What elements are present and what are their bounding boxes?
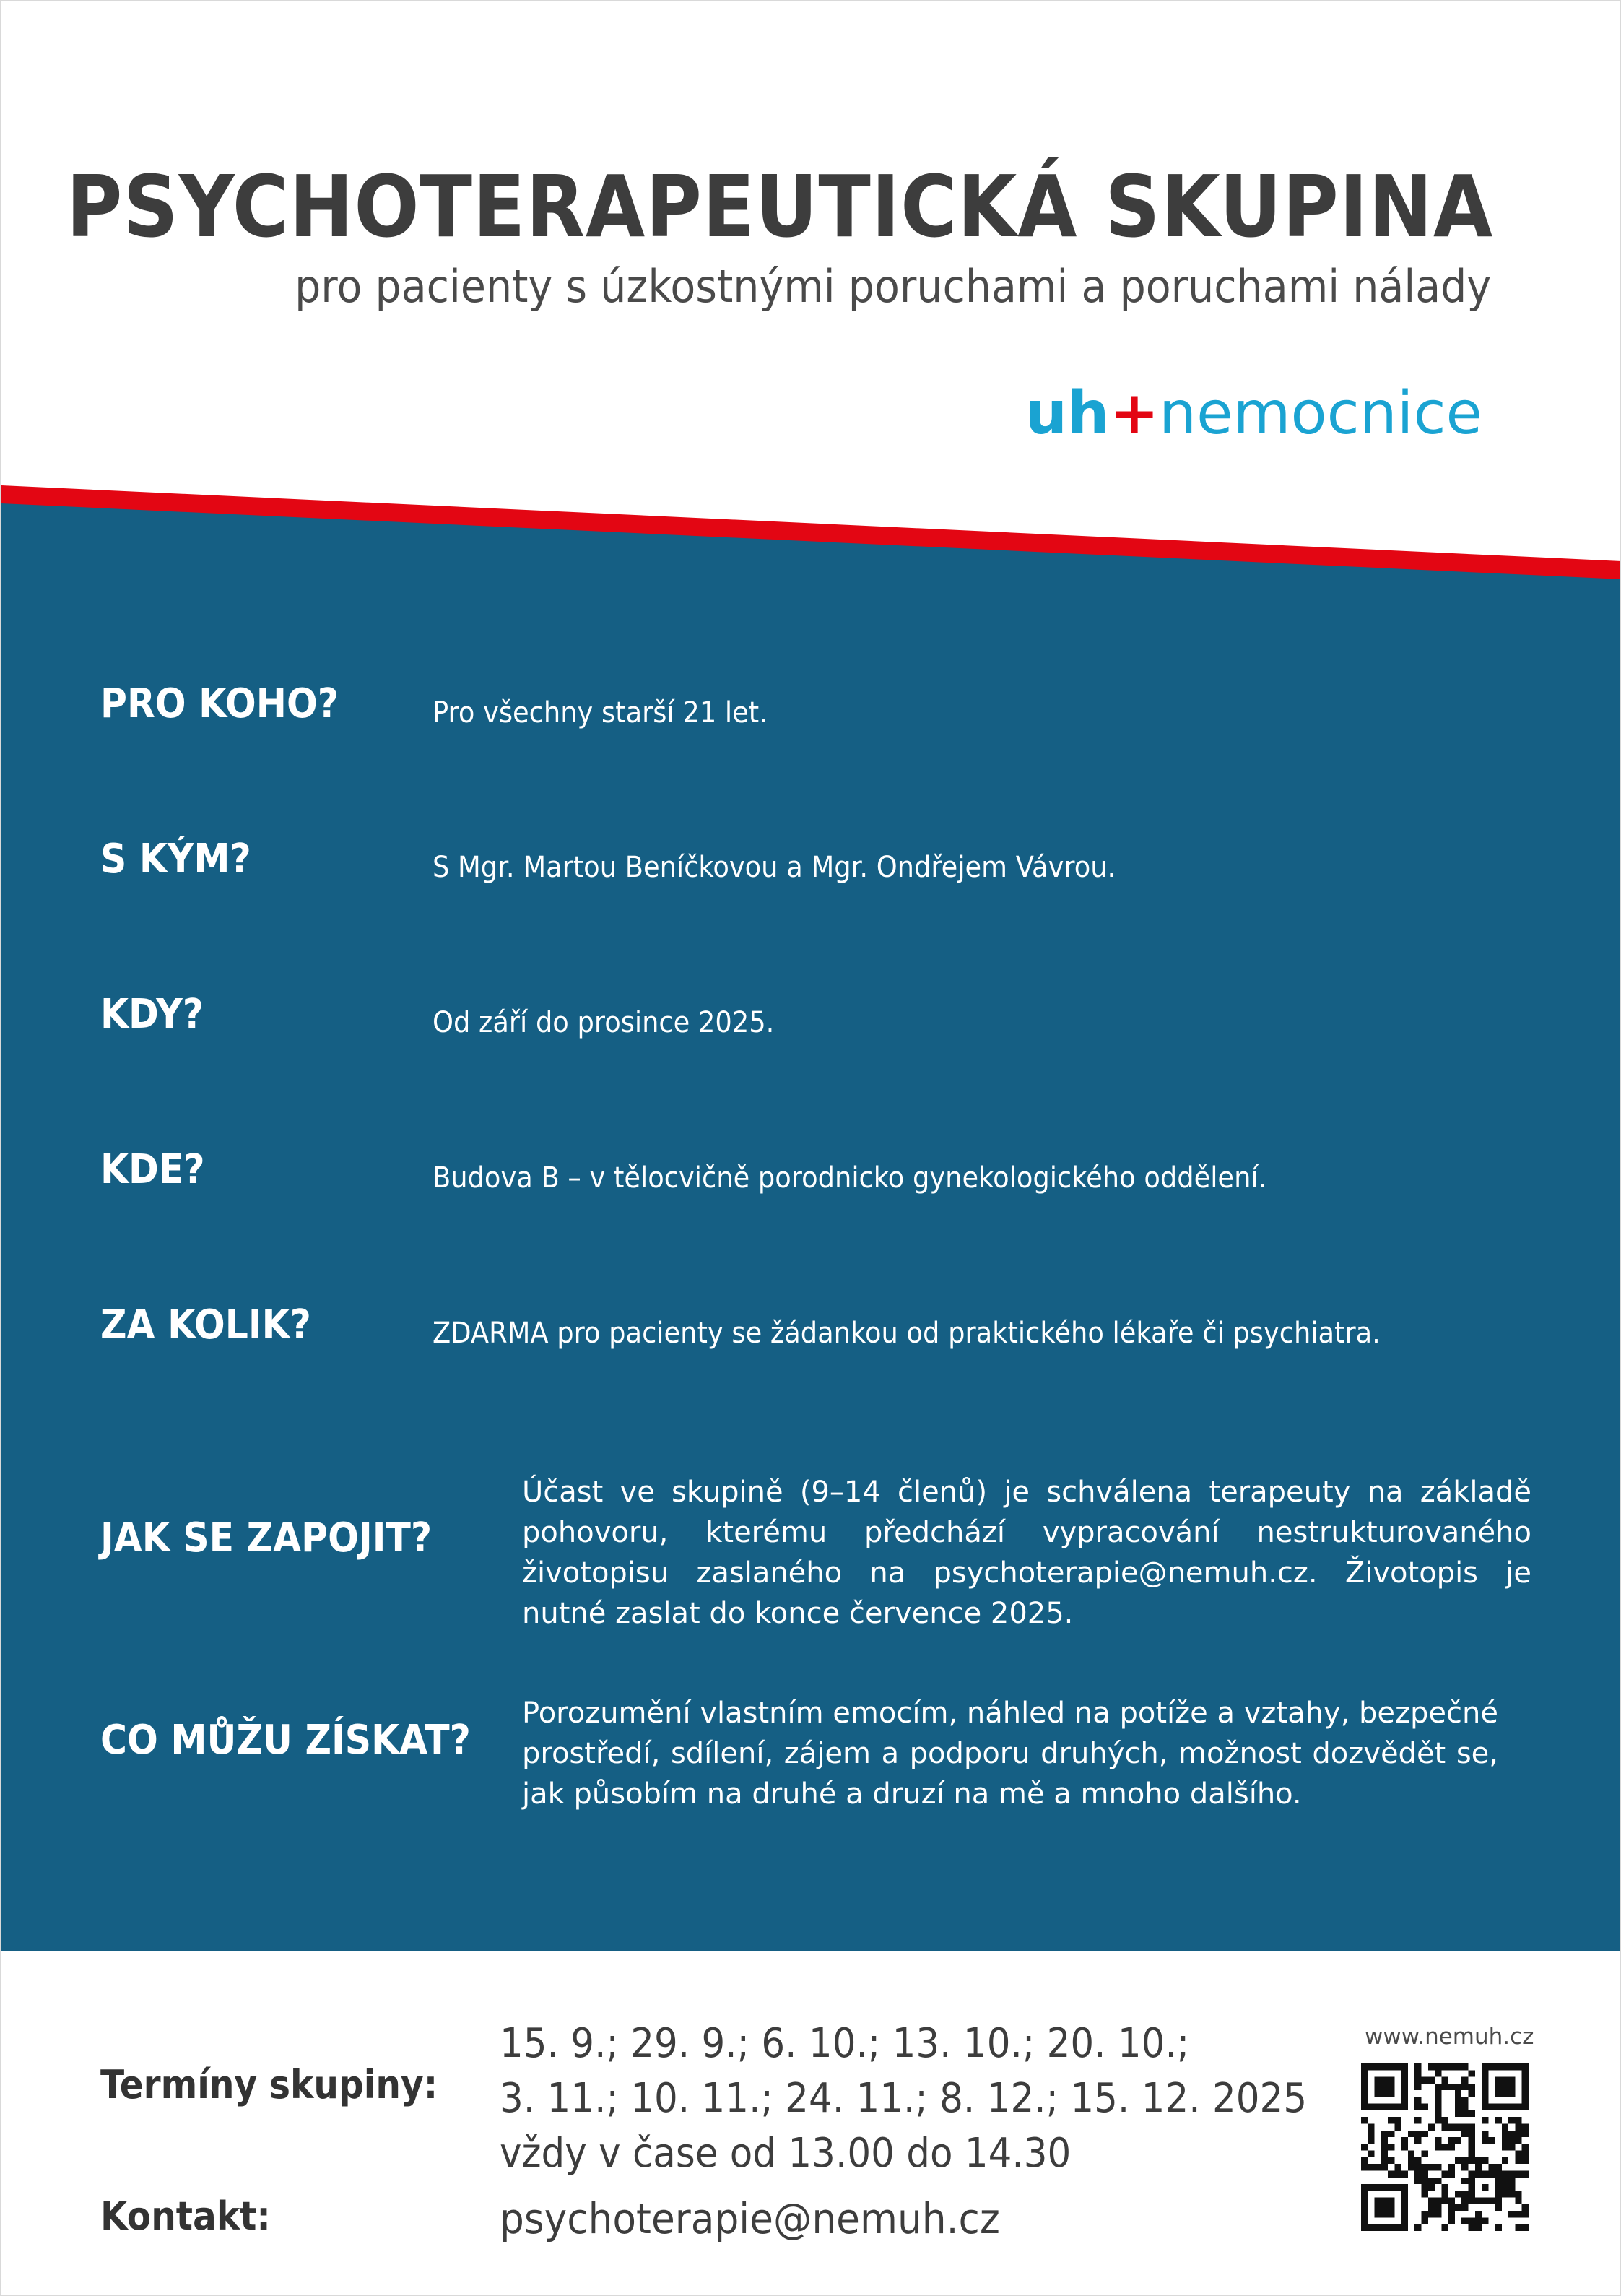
dates-list bbox=[500, 2016, 1307, 2181]
gain-label: CO MŮŽU ZÍSKAT? bbox=[100, 1717, 471, 1764]
info-value-pro-koho: Pro všechny starší 21 let. bbox=[433, 696, 768, 729]
info-value-kde: Budova B – v tělocvičně porodnicko gynekologického oddělení. bbox=[433, 1161, 1267, 1195]
dates-line-1: 15. 9.; 29. 9.; 6. 10.; 13. 10.; 20. 10.; bbox=[500, 2020, 1190, 2067]
dates-line-2: 3. 11.; 10. 11.; 24. 11.; 8. 12.; 15. 12. 2025 bbox=[500, 2075, 1308, 2122]
join-label: JAK SE ZAPOJIT? bbox=[100, 1515, 433, 1561]
info-label-kde: KDE? bbox=[100, 1146, 205, 1193]
logo-nemocnice: nemocnice bbox=[1159, 379, 1482, 448]
contact-label: Kontakt: bbox=[100, 2193, 271, 2239]
poster-subtitle: pro pacienty s úzkostnými poruchami a poruchami nálady bbox=[294, 260, 1491, 313]
info-value-s-kym: S Mgr. Martou Beníčkovou a Mgr. Ondřejem Vávrou. bbox=[433, 851, 1116, 884]
hospital-logo bbox=[1025, 379, 1482, 448]
poster-title: PSYCHOTERAPEUTICKÁ SKUPINA bbox=[66, 157, 1493, 256]
info-label-pro-koho: PRO KOHO? bbox=[100, 680, 339, 727]
info-value-za-kolik: ZDARMA pro pacienty se žádankou od praktického lékaře či psychiatra. bbox=[433, 1317, 1381, 1350]
contact-email[interactable]: psychoterapie@nemuh.cz bbox=[500, 2194, 1000, 2243]
website-url[interactable]: www.nemuh.cz bbox=[1365, 2024, 1534, 2050]
qr-code-icon bbox=[1361, 2063, 1529, 2231]
logo-uh: uh bbox=[1025, 379, 1110, 448]
info-label-kdy: KDY? bbox=[100, 991, 204, 1038]
info-label-s-kym: S KÝM? bbox=[100, 836, 251, 883]
logo-plus: + bbox=[1109, 379, 1160, 448]
info-value-kdy: Od září do prosince 2025. bbox=[433, 1006, 775, 1039]
join-text: Účast ve skupině (9–14 členů) je schválena terapeuty na základě pohovoru, kterému předchází vypracování nestrukturovaného životopisu zaslaného na psychoterapie@nemuh.cz. Životopis je nutné zaslat do konce července 2025. bbox=[522, 1476, 1531, 1630]
info-label-za-kolik: ZA KOLIK? bbox=[100, 1301, 311, 1348]
gain-text: Porozumění vlastním emocím, náhled na potíže a vztahy, bezpečné prostředí, sdílení, zájem a podporu druhých, možnost dozvědět se, jak působím na druhé a druzí na mě a mnoho dalšího. bbox=[522, 1697, 1498, 1811]
dates-line-3: vždy v čase od 13.00 do 14.30 bbox=[500, 2130, 1072, 2177]
dates-label: Termíny skupiny: bbox=[100, 2062, 438, 2107]
